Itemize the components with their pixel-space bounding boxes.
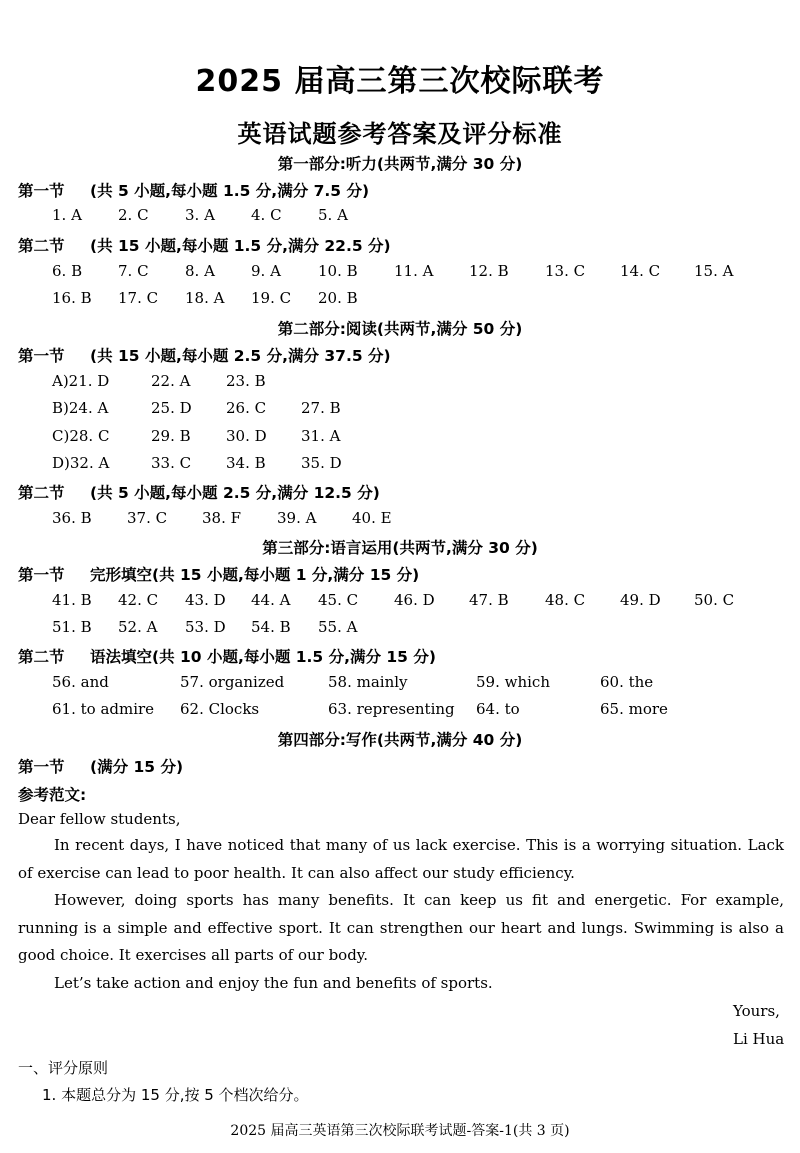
answer-item: 47. B	[469, 591, 509, 609]
scoring-heading: 一、评分原则	[18, 1059, 109, 1077]
answer-item: 42. C	[118, 591, 159, 609]
page-footer: 2025 届高三英语第三次校际联考试题-答案-1(共 3 页)	[230, 1123, 570, 1139]
essay-paragraph: Let’s take action and enjoy the fun and benefits of sports.	[54, 973, 493, 992]
part1-heading: 第一部分:听力(共两节,满分 30 分)	[277, 155, 523, 173]
answer-item: 45. C	[318, 591, 359, 609]
exam-subtitle: 英语试题参考答案及评分标准	[237, 120, 563, 148]
part3-section1-heading	[18, 563, 419, 585]
sample-essay-label: 参考范文:	[18, 786, 87, 804]
section-desc: (共 5 小题,每小题 1.5 分,满分 7.5 分)	[90, 182, 370, 200]
answer-row	[0, 289, 800, 311]
section-name: 第二节	[18, 237, 65, 255]
answer-row	[0, 399, 800, 421]
answer-item: 41. B	[52, 591, 92, 609]
part4-section1-heading	[18, 755, 183, 777]
answer-item: 9. A	[251, 262, 281, 280]
answer-item: A)21. D	[52, 372, 110, 390]
section-name: 第一节	[18, 347, 65, 365]
answer-item: 12. B	[469, 262, 509, 280]
exam-title: 2025 届高三第三次校际联考	[195, 64, 605, 99]
answer-item: 54. B	[251, 618, 291, 636]
answer-item: 50. C	[694, 591, 735, 609]
part4-heading: 第四部分:写作(共两节,满分 40 分)	[277, 731, 523, 749]
answer-item: 30. D	[226, 427, 267, 445]
answer-item: 8. A	[185, 262, 215, 280]
answer-item: 7. C	[118, 262, 149, 280]
answer-item: 43. D	[185, 591, 226, 609]
answer-item: 15. A	[694, 262, 734, 280]
answer-item: 55. A	[318, 618, 358, 636]
answer-item: 64. to	[476, 700, 520, 718]
answer-item: 62. Clocks	[180, 700, 260, 718]
answer-item: 36. B	[52, 509, 92, 527]
answer-item: 26. C	[226, 399, 267, 417]
part3-heading: 第三部分:语言运用(共两节,满分 30 分)	[262, 539, 538, 557]
answer-item: 33. C	[151, 454, 192, 472]
essay-paragraph: However, doing sports has many benefits. It can keep us fit and energetic. For example, running is a simple and effective sport. It can strengthen our heart and lungs. Swimming is also a good choice. It exercises all parts of our body.	[18, 891, 784, 964]
part2-heading: 第二部分:阅读(共两节,满分 50 分)	[277, 320, 523, 338]
answer-item: 5. A	[318, 206, 348, 224]
answer-item: 59. which	[476, 673, 550, 691]
part2-section2-heading	[18, 481, 380, 503]
answer-row	[0, 372, 800, 394]
section-name: 第一节	[18, 566, 65, 584]
answer-row	[0, 509, 800, 531]
answer-item: 49. D	[620, 591, 661, 609]
answer-row	[0, 591, 800, 613]
answer-item: 18. A	[185, 289, 225, 307]
answer-item: 52. A	[118, 618, 158, 636]
answer-row	[0, 427, 800, 449]
answer-item: 25. D	[151, 399, 192, 417]
answer-item: 16. B	[52, 289, 92, 307]
answer-row	[0, 454, 800, 476]
answer-item: 56. and	[52, 673, 109, 691]
sample-essay-body	[18, 832, 784, 997]
section-desc: (满分 15 分)	[90, 758, 184, 776]
essay-greeting: Dear fellow students,	[18, 810, 181, 828]
answer-item: 23. B	[226, 372, 266, 390]
answer-item: 53. D	[185, 618, 226, 636]
answer-item: 1. A	[52, 206, 82, 224]
answer-item: 22. A	[151, 372, 191, 390]
section-desc: (共 5 小题,每小题 2.5 分,满分 12.5 分)	[90, 484, 380, 502]
answer-item: B)24. A	[52, 399, 109, 417]
essay-paragraph: In recent days, I have noticed that many of us lack exercise. This is a worrying situation. Lack of exercise can lead to poor health. It can also affect our study efficiency.	[18, 836, 784, 882]
answer-row	[0, 673, 800, 695]
answer-item: 37. C	[127, 509, 168, 527]
answer-item: 19. C	[251, 289, 292, 307]
part3-section2-heading	[18, 645, 436, 667]
answer-item: 51. B	[52, 618, 92, 636]
answer-item: 11. A	[394, 262, 434, 280]
answer-item: 3. A	[185, 206, 215, 224]
essay-signature: Li Hua	[733, 1030, 785, 1048]
answer-item: 61. to admire	[52, 700, 155, 718]
answer-item: 6. B	[52, 262, 83, 280]
answer-item: 4. C	[251, 206, 282, 224]
answer-item: 48. C	[545, 591, 586, 609]
answer-item: 39. A	[277, 509, 317, 527]
essay-closing: Yours,	[733, 1002, 780, 1020]
answer-item: 60. the	[600, 673, 654, 691]
answer-item: 13. C	[545, 262, 586, 280]
answer-item: 27. B	[301, 399, 341, 417]
answer-item: 46. D	[394, 591, 435, 609]
answer-item: 65. more	[600, 700, 668, 718]
answer-item: 31. A	[301, 427, 341, 445]
answer-item: 2. C	[118, 206, 149, 224]
answer-item: 40. E	[352, 509, 392, 527]
section-name: 第二节	[18, 484, 65, 502]
answer-item: D)32. A	[52, 454, 110, 472]
answer-item: 44. A	[251, 591, 291, 609]
part2-section1-heading	[18, 344, 391, 366]
answer-item: 38. F	[202, 509, 242, 527]
answer-row	[0, 206, 800, 228]
section-name: 第二节	[18, 648, 65, 666]
answer-item: 17. C	[118, 289, 159, 307]
section-desc: 完形填空(共 15 小题,每小题 1 分,满分 15 分)	[90, 566, 420, 584]
answer-item: 63. representing	[328, 700, 455, 718]
answer-row	[0, 618, 800, 640]
answer-item: 35. D	[301, 454, 342, 472]
answer-item: 20. B	[318, 289, 358, 307]
answer-item: 57. organized	[180, 673, 285, 691]
section-name: 第一节	[18, 758, 65, 776]
part1-section1-heading	[18, 179, 369, 201]
section-desc: (共 15 小题,每小题 1.5 分,满分 22.5 分)	[90, 237, 391, 255]
answer-item: C)28. C	[52, 427, 110, 445]
section-desc: 语法填空(共 10 小题,每小题 1.5 分,满分 15 分)	[90, 648, 436, 666]
answer-item: 29. B	[151, 427, 191, 445]
answer-item: 34. B	[226, 454, 266, 472]
section-name: 第一节	[18, 182, 65, 200]
answer-item: 14. C	[620, 262, 661, 280]
answer-item: 58. mainly	[328, 673, 408, 691]
scoring-rule: 1. 本题总分为 15 分,按 5 个档次给分。	[42, 1086, 309, 1104]
answer-item: 10. B	[318, 262, 358, 280]
answer-row	[0, 700, 800, 722]
part1-section2-heading	[18, 234, 391, 256]
section-desc: (共 15 小题,每小题 2.5 分,满分 37.5 分)	[90, 347, 391, 365]
answer-row	[0, 262, 800, 284]
